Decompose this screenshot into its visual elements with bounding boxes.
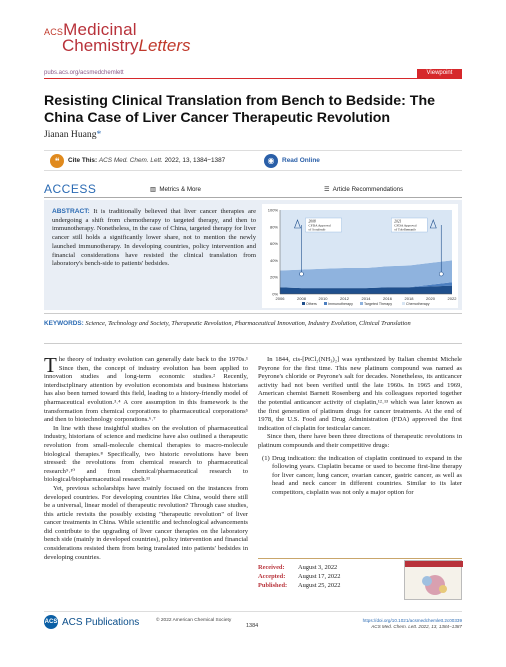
annotation-year: 2021 (394, 219, 402, 224)
read-online-icon[interactable]: ◉ (264, 154, 278, 168)
legend-swatch (360, 302, 363, 305)
cite-journal: ACS Med. Chem. Lett. (98, 157, 163, 164)
acs-logo-icon[interactable]: ACS (44, 615, 58, 629)
cite-text[interactable] (68, 157, 225, 164)
body-left-column (44, 353, 248, 562)
read-online-link[interactable]: Read Online (282, 157, 320, 164)
x-tick-label: 2022 (447, 296, 457, 301)
list-item: (1) Drug indication: the indication of cisplatin continued to expand in the following years. Cisplatin became or used to become first-line therapy for liver cancer, lung cancer, ovarian cancer, gastric cancer, as well as head and neck cancer in different countries. Similar to its later competitors, cisplatin was not only a major option for (262, 454, 462, 496)
date-received: Received: August 3, 2022 (258, 564, 338, 571)
legend-swatch (324, 302, 327, 305)
y-tick-label: 20% (269, 274, 278, 280)
x-tick-label: 2020 (426, 296, 435, 301)
copyright: © 2022 American Chemical Society (156, 618, 232, 623)
keywords-text: Science, Technology and Society, Therapeutic Revolution, Pharmaceutical Innovation, Industry Evolution, Clinical Translation (85, 320, 411, 327)
page-number: 1384 (246, 623, 259, 629)
access-divider (44, 197, 462, 198)
footer-divider (44, 611, 462, 612)
corresponding-mark: * (96, 129, 102, 140)
keywords-label: KEYWORDS: (44, 320, 84, 327)
date-accepted: Accepted: August 17, 2022 (258, 573, 341, 580)
body-paragraph: Yet, previous scholarships have mainly focused on the instances from developed countries. For developing countries like China, would there still be a universal, linear model of therapeutic revolution? Through case studies, this article revisits the possibly existing "therapeutic revolution" of liver cancer treatments in China. While scientific and technological advancements did contribute to the upgrading of liver cancer therapies on the laboratory bench side (mainly in developed countries), policy intervention and financial considerations resisted them from being translated into patients' bedsides in developing countries. (44, 484, 248, 561)
x-tick-label: 2016 (383, 296, 392, 301)
cite-label: Cite This: (68, 157, 98, 164)
cite-bar (44, 150, 462, 171)
drop-cap: T (44, 353, 57, 377)
recommendations-label: Article Recommendations (332, 186, 404, 193)
journal-name (62, 36, 191, 56)
journal-url[interactable]: pubs.acs.org/acsmedchemlett (44, 70, 124, 76)
recommendations-link[interactable] (324, 186, 403, 193)
journal-name-b: Chemistry (62, 36, 139, 55)
publisher-name[interactable]: ACS Publications (62, 617, 140, 628)
x-tick-label: 2010 (318, 296, 328, 301)
legend-swatch (402, 302, 405, 305)
y-tick-label: 100% (267, 207, 278, 213)
cite-ref: 2022, 13, 1384−1387 (162, 157, 226, 164)
recommendations-icon: ☰ (324, 186, 330, 193)
x-tick-label: 2006 (275, 296, 285, 301)
y-tick-label: 60% (269, 241, 278, 247)
article-title: Resisting Clinical Translation from Bench to Bedside: The China Case of Liver Cancer Therapeutic Revolution (44, 93, 436, 126)
abstract-text: It is traditionally believed that liver cancer therapies are undergoing a shift from chemotherapy to targeted therapy, and then to immunotherapy. Nonetheless, in the case of China, targeted therapy for liver cancer still holds a significantly lower share, not to mention the newly launched immunotherapy. In developing countries, policy intervention and financial considerations have resisted the clinical translation from laboratory's bench-side to patients' bedsides. (52, 208, 256, 268)
legend-label: Chemotherapy (406, 301, 430, 306)
journal-name-c: Letters (138, 36, 191, 55)
body-paragraph (44, 353, 248, 425)
metrics-label: Metrics & More (159, 186, 201, 193)
doi-link[interactable]: https://doi.org/10.1021/acsmedchemlett.2c00339 (362, 618, 462, 623)
x-tick-label: 2012 (340, 296, 349, 301)
legend-swatch (302, 302, 305, 305)
annotation-text: CFDA Approval of Sorafenib (308, 223, 331, 232)
journal-cover-thumbnail[interactable] (404, 560, 462, 600)
legend-label: Targeted Therapy (364, 301, 393, 306)
date-published: Published: August 25, 2022 (258, 582, 341, 589)
body-paragraph: In line with these insightful studies on the evolution of pharmaceutical industry, historians of science and medicine have also outlined a therapeutic revolution from small-molecule chemical therapies to macro-molecule biological therapies.⁸ Specifically, two historic revolutions have been stressed: the revolutions from chemical research to pharmaceutical research⁹˒¹⁰ and from chemical/pharmaceutical research to biological/biopharmaceutical research.¹¹ (44, 424, 248, 484)
body-right-column (258, 356, 462, 498)
journal-name-a: Medicinal (63, 20, 137, 39)
keywords-divider-bottom (44, 343, 462, 344)
annotation-marker (300, 272, 304, 276)
abstract-label: ABSTRACT: (52, 208, 90, 215)
y-tick-label: 0% (272, 291, 278, 297)
abstract (52, 208, 256, 269)
x-tick-label: 2008 (297, 296, 306, 301)
y-tick-label: 80% (269, 224, 278, 230)
access-label: ACCESS (44, 182, 97, 196)
keywords-divider-top (44, 313, 462, 314)
x-tick-label: 2014 (361, 296, 371, 301)
body-paragraph: In 1844, cis-[PtCl₂(NH₃)₂] was synthesized by Italian chemist Michele Peyrone for the first time. This new platinum compound was named as Peyrone's chloride or Peyrone's salt for decades. Nonetheless, its anticancer activity had not been verified until the late 1960s. In 1965 and 1969, American chemist Barnett Rosenberg and his colleagues reported together the potential anticancer activity of cisplatin,¹²˒¹³ which was later known as the first generation of platinum drugs for cancer treatments. At the end of 1978, the U.S. Food and Drug Administration (FDA) approved the first indication of cisplatin for testicular cancer. (258, 356, 462, 432)
annotation-text: CFDA Approval of Toleflemanib (394, 223, 417, 232)
author-name[interactable]: Jianan Huang (44, 129, 97, 140)
annotation-marker (439, 272, 443, 276)
section-badge: Viewpoint (417, 69, 462, 78)
doi-block (322, 618, 462, 630)
doi-reference: ACS Med. Chem. Lett. 2022, 13, 1384−1387 (371, 624, 462, 630)
keywords (44, 320, 462, 329)
x-tick-label: 2018 (404, 296, 414, 301)
y-tick-label: 40% (269, 257, 278, 263)
quote-icon[interactable]: ❝ (50, 154, 64, 168)
journal-acs: ACS (44, 27, 64, 37)
annotation-year: 2008 (308, 219, 316, 224)
body-paragraph: Since then, there have been three directions of therapeutic revolutions in platinum compounds and their competitive drugs: (258, 433, 462, 449)
toc-area-chart (262, 204, 458, 308)
paragraph-text: he theory of industry evolution can generally date back to the 1970s.¹ Since then, the concept of industry evolution has been applied to innovation studies and long-term economic studies.² Recently, interdisciplinary attention by evolution economists and business historians has also been turned toward this field, leading to a history-friendly model of pharmaceutical evolution.³˒⁴ A core assumption in this framework is the transformation from chemical corporations to pharmaceutical corporations⁵ and then to biotechnology corporations.⁶˒⁷ (44, 356, 248, 424)
legend-label: Immunotherapy (328, 301, 353, 306)
legend-label: Others (306, 301, 317, 306)
author-line (44, 129, 101, 140)
metrics-icon: ▥ (150, 186, 156, 193)
header-divider (44, 78, 462, 79)
metrics-link[interactable] (150, 186, 201, 193)
